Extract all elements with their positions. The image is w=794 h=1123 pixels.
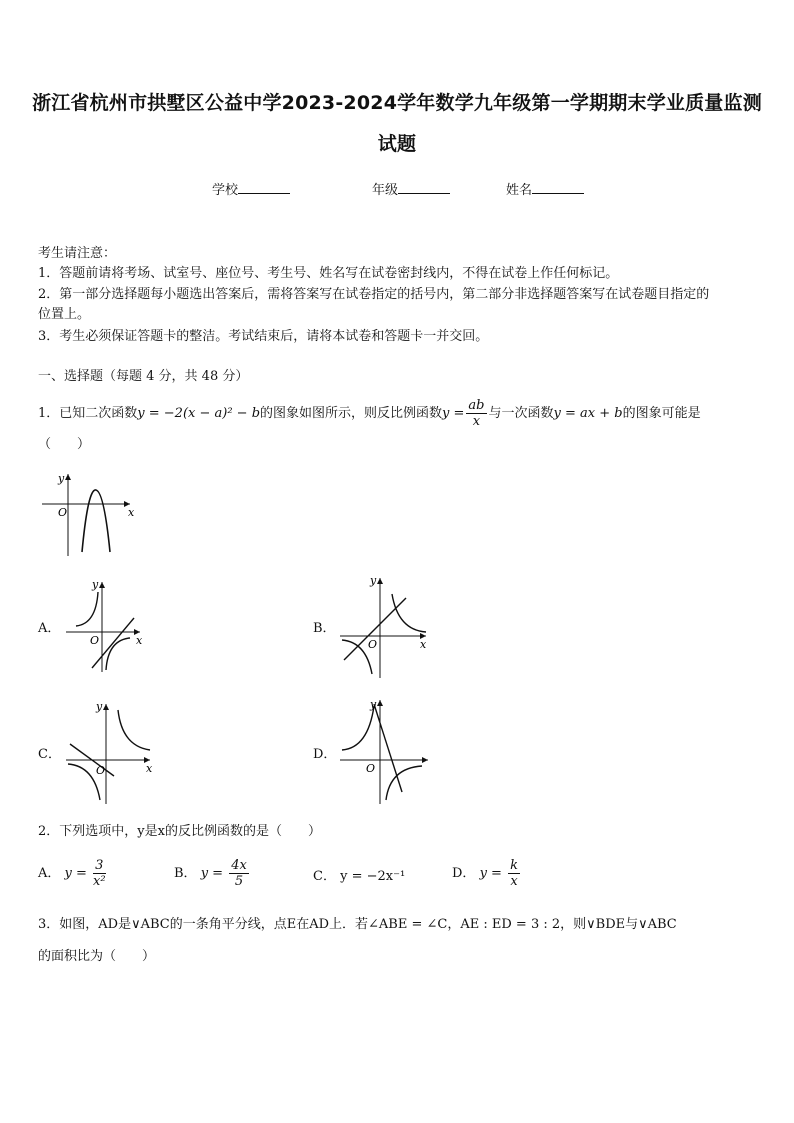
name-label: 姓名: [506, 183, 533, 198]
hyperbola-branch-1: [118, 710, 150, 750]
frac-den: x: [510, 874, 518, 889]
option-d-label[interactable]: D．: [313, 747, 337, 762]
hyperbola-branch-2: [386, 766, 422, 800]
x-axis-label: x: [128, 506, 135, 519]
option-c-label[interactable]: C．: [38, 747, 61, 762]
q2-option-b-fraction: [229, 858, 249, 889]
page-title-continued: 试题: [377, 133, 417, 155]
option-a-graph[interactable]: [62, 578, 152, 678]
frac-num: 4x: [231, 858, 247, 873]
frac-num: 3: [93, 858, 106, 874]
q2-option-c-expr: y = −2x⁻¹: [340, 869, 406, 884]
question-3-stem-cont: 的面积比为（ ）: [38, 949, 156, 964]
name-blank: [532, 181, 584, 194]
hyperbola-branch-1: [76, 592, 98, 626]
q1-mid2: 与一次函数: [488, 406, 554, 421]
origin-label: O: [90, 634, 100, 647]
y-axis-label: y: [96, 700, 103, 713]
option-d-graph[interactable]: [336, 696, 436, 806]
x-axis-label: x: [146, 762, 153, 775]
q1-frac-den: x: [472, 414, 481, 429]
origin-label: O: [58, 506, 68, 519]
grade-field[interactable]: [372, 181, 450, 200]
notice-heading: 考生请注意：: [38, 246, 117, 261]
hyperbola-branch-2: [106, 638, 130, 670]
notice-item-2-cont: 位置上。: [38, 307, 91, 322]
q1-suffix: 的图象可能是: [622, 406, 701, 421]
q2-option-b[interactable]: [174, 858, 251, 889]
section-heading: 一、选择题（每题 4 分，共 48 分）: [38, 369, 249, 384]
y-axis-arrow: [65, 474, 71, 480]
frac-den: x²: [93, 874, 106, 889]
q2-option-d-label: D．: [452, 866, 476, 881]
x-axis-arrow: [422, 757, 428, 763]
school-label: 学校: [212, 183, 239, 198]
option-b-graph[interactable]: [336, 574, 436, 680]
grade-blank: [398, 181, 450, 194]
notice-item-1: 1．答题前请将考场、试室号、座位号、考生号、姓名写在试卷密封线内，不得在试卷上作任何标记。: [38, 266, 619, 281]
q2-option-a-lhs: y =: [64, 866, 87, 881]
q1-mid: 的图象如图所示，则反比例函数: [260, 406, 443, 421]
option-b-label[interactable]: B．: [313, 621, 336, 636]
name-field[interactable]: [506, 181, 584, 200]
q2-option-d-lhs: y =: [479, 866, 502, 881]
q1-parabola-figure: [38, 468, 138, 558]
x-axis-label: x: [136, 634, 143, 647]
q1-fraction: [466, 398, 486, 429]
school-blank: [238, 181, 290, 194]
option-c-graph[interactable]: [62, 700, 162, 806]
q1-frac-num: ab: [468, 398, 485, 413]
q2-option-a[interactable]: [38, 858, 108, 889]
q2-option-b-label: B．: [174, 866, 197, 881]
origin-label: O: [368, 638, 378, 651]
origin-label: O: [366, 762, 376, 775]
question-3-stem: 3．如图，AD是∨ABC的一条角平分线，点E在AD上．若∠ABE = ∠C，AE : ED = 3 : 2，则∨BDE与∨ABC: [38, 917, 677, 932]
hyperbola-branch-1: [342, 706, 374, 750]
y-axis-arrow: [103, 704, 109, 710]
notice-item-2: 2．第一部分选择题每小题选出答案后，需将答案写在试卷指定的括号内，第二部分非选择题答案写在试卷题目指定的: [38, 287, 710, 302]
question-1-stem: [38, 398, 701, 429]
option-a-label[interactable]: A．: [38, 621, 61, 636]
q1-answer-paren: （ ）: [38, 437, 91, 452]
page-title: 浙江省杭州市拱墅区公益中学2023-2024学年数学九年级第一学期期末学业质量监测: [32, 92, 762, 114]
y-axis-label: y: [92, 578, 99, 591]
y-axis-label: y: [370, 574, 377, 587]
y-axis-arrow: [99, 582, 105, 588]
y-axis-arrow: [377, 578, 383, 584]
y-axis-label: y: [370, 698, 377, 711]
line-graph: [374, 704, 402, 792]
q1-prefix: 1．已知二次函数: [38, 406, 138, 421]
q2-option-a-label: A．: [38, 866, 61, 881]
q1-y-eq: y =: [442, 406, 465, 421]
q2-option-c-label: C．: [313, 869, 336, 884]
q1-quadratic: y = −2(x − a)² − b: [137, 406, 261, 421]
grade-label: 年级: [372, 183, 399, 198]
x-axis-label: x: [420, 638, 427, 651]
q2-option-d[interactable]: [452, 858, 522, 889]
y-axis-label: y: [58, 472, 65, 485]
q2-option-b-lhs: y =: [200, 866, 224, 881]
origin-label: O: [96, 764, 106, 777]
q1-linear: y = ax + b: [553, 406, 623, 421]
notice-item-3: 3．考生必须保证答题卡的整洁。考试结束后，请将本试卷和答题卡一并交回。: [38, 329, 489, 344]
q2-option-d-fraction: [508, 858, 520, 889]
y-axis-arrow: [377, 700, 383, 706]
parabola-curve: [82, 490, 110, 552]
q2-option-c[interactable]: [313, 868, 405, 886]
frac-den: 5: [234, 874, 244, 889]
question-2-stem: 2．下列选项中，y是x的反比例函数的是（ ）: [38, 824, 321, 839]
frac-num: k: [510, 858, 518, 873]
q2-option-a-fraction: [93, 858, 106, 889]
hyperbola-branch-1: [392, 594, 426, 632]
school-field[interactable]: [212, 181, 290, 200]
